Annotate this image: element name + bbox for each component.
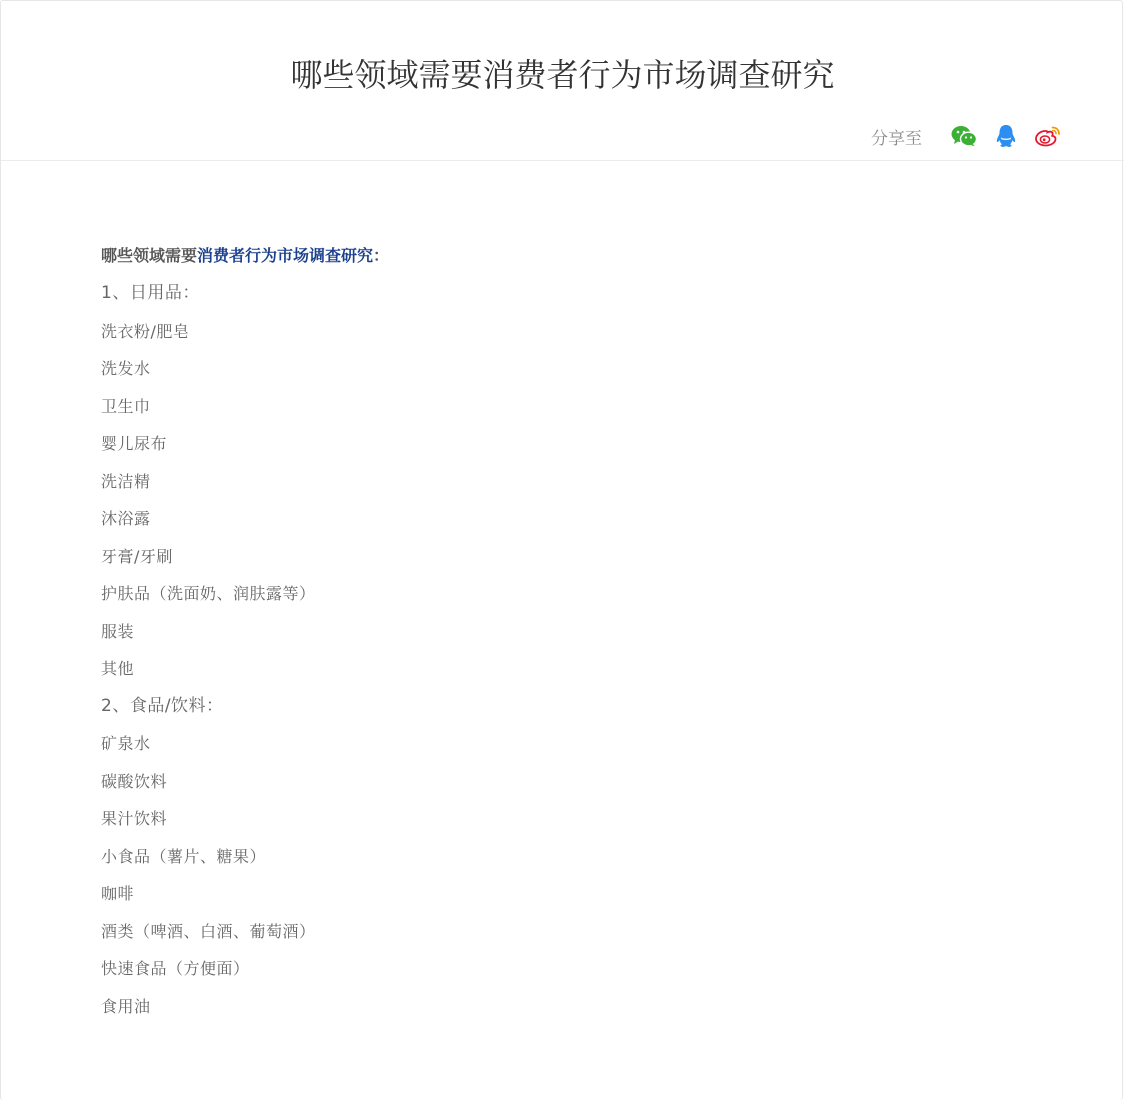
share-wechat-button[interactable]	[950, 122, 978, 150]
list-item: 小食品（薯片、糖果）	[101, 846, 267, 866]
list-item: 服装	[101, 621, 135, 641]
share-bar	[871, 119, 1062, 153]
list-item: 洗洁精	[101, 471, 151, 491]
list-item: 食用油	[101, 996, 151, 1016]
article-body	[101, 237, 1041, 1025]
list-item: 其他	[101, 659, 135, 678]
qq-icon	[995, 124, 1017, 148]
list-item: 洗发水	[101, 359, 151, 378]
share-qq-button[interactable]	[992, 122, 1020, 150]
lead-suffix: ：	[373, 246, 390, 265]
lead-keyword-link[interactable]: 消费者行为市场调查研究	[197, 246, 374, 265]
section-heading: 2、食品/饮料：	[101, 695, 224, 716]
list-item: 快速食品（方便面）	[101, 959, 250, 978]
list-item: 牙膏/牙刷	[101, 546, 173, 566]
list-item: 婴儿尿布	[101, 434, 168, 453]
list-item: 果汁饮料	[101, 809, 168, 828]
lead-prefix: 哪些领域需要	[101, 246, 198, 265]
list-item: 酒类（啤酒、白酒、葡萄酒）	[101, 921, 316, 941]
list-item: 矿泉水	[101, 734, 151, 753]
list-item: 沐浴露	[101, 509, 151, 528]
share-label: 分享至	[871, 128, 922, 149]
list-item: 洗衣粉/肥皂	[101, 321, 190, 341]
list-item: 护肤品（洗面奶、润肤露等）	[101, 584, 316, 603]
weibo-icon	[1035, 125, 1061, 147]
wechat-icon	[951, 125, 977, 147]
lead-paragraph	[101, 237, 1041, 275]
page-title: 哪些领域需要消费者行为市场调查研究	[290, 56, 835, 94]
item-list	[101, 275, 1041, 1025]
share-weibo-button[interactable]	[1034, 122, 1062, 150]
list-item: 咖啡	[101, 884, 135, 903]
article-header	[1, 1, 1124, 161]
section-heading: 1、日用品：	[101, 283, 200, 303]
list-item: 卫生巾	[101, 396, 151, 416]
list-item: 碳酸饮料	[101, 771, 168, 791]
